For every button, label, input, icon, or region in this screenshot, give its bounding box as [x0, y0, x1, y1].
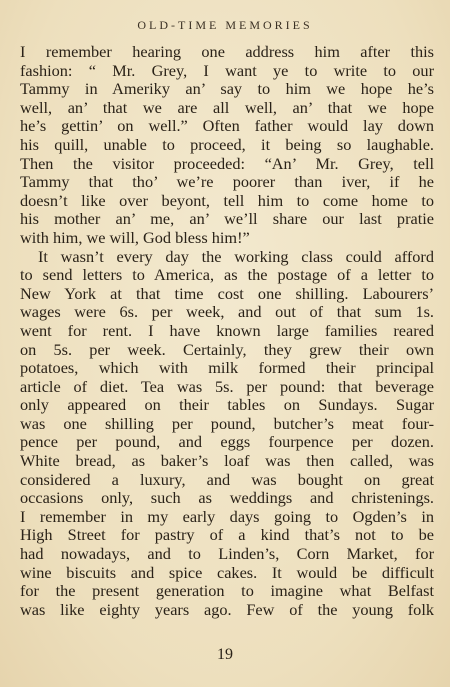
text-line: It wasn’t every day the working class could afford	[38, 246, 434, 266]
text-line: occasions only, such as weddings and christenings.	[20, 488, 434, 508]
text-line: I remember hearing one address him after this	[20, 42, 434, 61]
text-line: his mother an’ me, an’ we’ll share our last pratie	[20, 209, 434, 229]
text-line: doesn’t like over beyont, tell him to come home to	[20, 190, 434, 210]
text-line: went for rent. I have known large families reared	[20, 320, 434, 340]
text-line: High Street for pastry of a kind that’s not to be	[20, 525, 434, 545]
page-number: 19	[217, 646, 233, 663]
text-line: fashion: “ Mr. Grey, I want ye to write to our	[20, 60, 434, 80]
text-line: was one shilling per pound, butcher’s meat four-	[20, 413, 434, 433]
text-line: he’s gettin’ on well.” Often father would lay down	[20, 116, 434, 136]
text-line: potatoes, which with milk formed their principal	[20, 358, 434, 378]
text-line: for the present generation to imagine what Belfast	[20, 581, 434, 601]
text-line: to send letters to America, as the postage of a letter to	[20, 265, 434, 285]
text-line: pence per pound, and eggs fourpence per dozen.	[20, 432, 434, 452]
text-line: White bread, as baker’s loaf was then called, was	[20, 451, 434, 471]
text-line: wine biscuits and spice cakes. It would be difficult	[20, 562, 434, 582]
text-line: well, an’ that we are all well, an’ that we hope	[20, 97, 434, 117]
text-line: Tammy in Ameriky an’ say to him we hope he’s	[20, 79, 434, 99]
text-line: Tammy that tho’ we’re poorer than iver, if he	[20, 172, 434, 192]
text-line: wages were 6s. per week, and out of that sum 1s.	[20, 302, 434, 322]
text-line: had nowadays, and to Linden’s, Corn Market, for	[20, 544, 434, 564]
text-line: was like eighty years ago. Few of the young folk	[20, 599, 434, 619]
text-line: New York at that time cost one shilling. Labourers’	[20, 283, 434, 303]
text-line: article of diet. Tea was 5s. per pound: that beverage	[20, 376, 434, 396]
text-line: with him, we will, God bless him!”	[20, 227, 250, 247]
text-line: only appeared on their tables on Sundays. Sugar	[20, 395, 434, 415]
text-line: Then the visitor proceeded: “An’ Mr. Grey, tell	[20, 153, 434, 173]
text-line: I remember in my early days going to Ogden’s in	[20, 506, 434, 526]
text-line: on 5s. per week. Certainly, they grew their own	[20, 339, 434, 359]
text-line: considered a luxury, and was bought on great	[20, 469, 434, 489]
text-line: his quill, unable to proceed, it being so laughable.	[20, 134, 434, 154]
body-text	[20, 43, 434, 619]
running-head: OLD-TIME MEMORIES	[137, 18, 313, 32]
